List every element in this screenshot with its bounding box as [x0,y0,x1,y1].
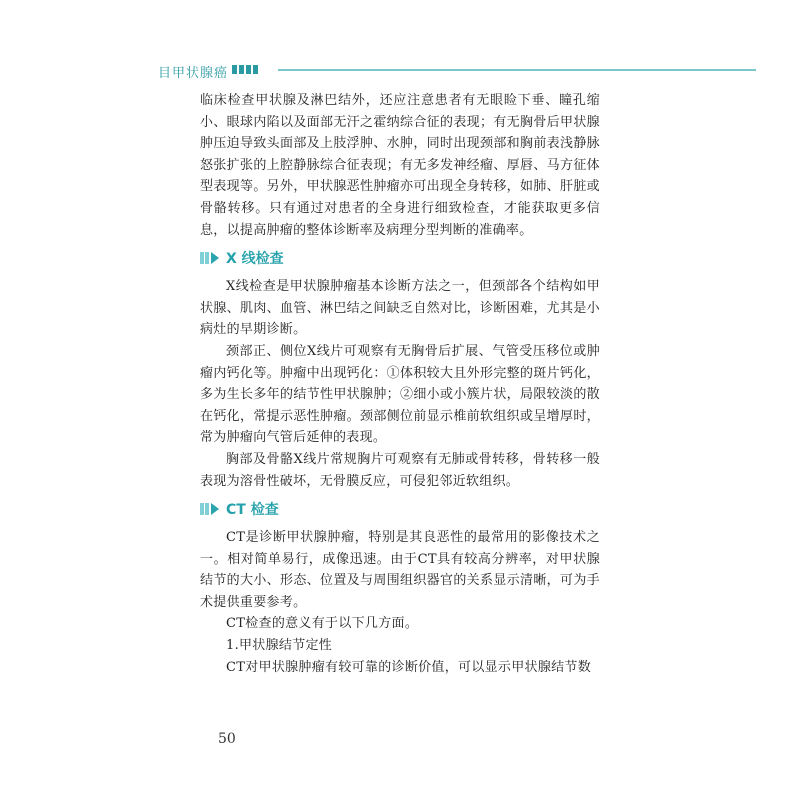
section-title: CT 检查 [226,502,279,519]
header-decoration-blocks [232,65,258,74]
section-arrow-icon [200,252,220,264]
paragraph: 临床检查甲状腺及淋巴结外，还应注意患者有无眼睑下垂、瞳孔缩小、眼球内陷以及面部无汗之霍纳综合征的表现；有无胸骨后甲状腺肿压迫导致头面部及上肢浮肿、水肿，同时出现颈部和胸前表浅静脉怒张扩张的上腔静脉综合征表现；有无多发神经瘤、厚唇、马方征体型表现等。另外，甲状腺恶性肿瘤亦可出现全身转移，如肺、肝脏或骨骼转移。只有通过对患者的全身进行细致检查，才能获取更多信息，以提高肿瘤的整体诊断率及病理分型判断的准确率。 [200,93,600,238]
paragraph: CT检查的意义有于以下几方面。 [226,616,419,632]
subheading: 1.甲状腺结节定性 [226,638,333,654]
paragraph: X线检查是甲状腺肿瘤基本诊断方法之一，但颈部各个结构如甲状腺、肌肉、血管、淋巴结之间缺乏自然对比，诊断困难，尤其是小病灶的早期诊断。 [200,279,600,338]
page-body [200,90,600,678]
section-title: X 线检查 [226,251,284,268]
book-icon: 目 [158,66,172,81]
paragraph: CT对甲状腺肿瘤有较可靠的诊断价值，可以显示甲状腺结节数 [226,659,592,675]
header-rule [278,69,756,71]
section-heading-xray [200,243,600,273]
section-heading-ct [200,494,600,524]
page-number: 50 [218,731,236,747]
running-header-title: 甲状腺癌 [172,66,229,81]
section-arrow-icon [200,503,220,515]
paragraph: 胸部及骨骼X线片常规胸片可观察有无肺或骨转移，骨转移一般表现为溶骨性破坏，无骨膜反应，可侵犯邻近软组织。 [200,451,600,489]
paragraph: CT是诊断甲状腺肿瘤，特别是其良恶性的最常用的影像技术之一。相对简单易行，成像迅速。由于CT具有较高分辨率，对甲状腺结节的大小、形态、位置及与周围组织器官的关系显示清晰，可为手术提供重要参考。 [200,530,600,610]
running-header [158,60,598,82]
paragraph: 颈部正、侧位X线片可观察有无胸骨后扩展、气管受压移位或肿瘤内钙化等。肿瘤中出现钙化：①体积较大且外形完整的斑片钙化，多为生长多年的结节性甲状腺肿；②细小或小簇片状，局限较淡的散在钙化，常提示恶性肿瘤。颈部侧位前显示椎前软组织或呈增厚时，常为肿瘤向气管后延伸的表现。 [200,343,600,446]
